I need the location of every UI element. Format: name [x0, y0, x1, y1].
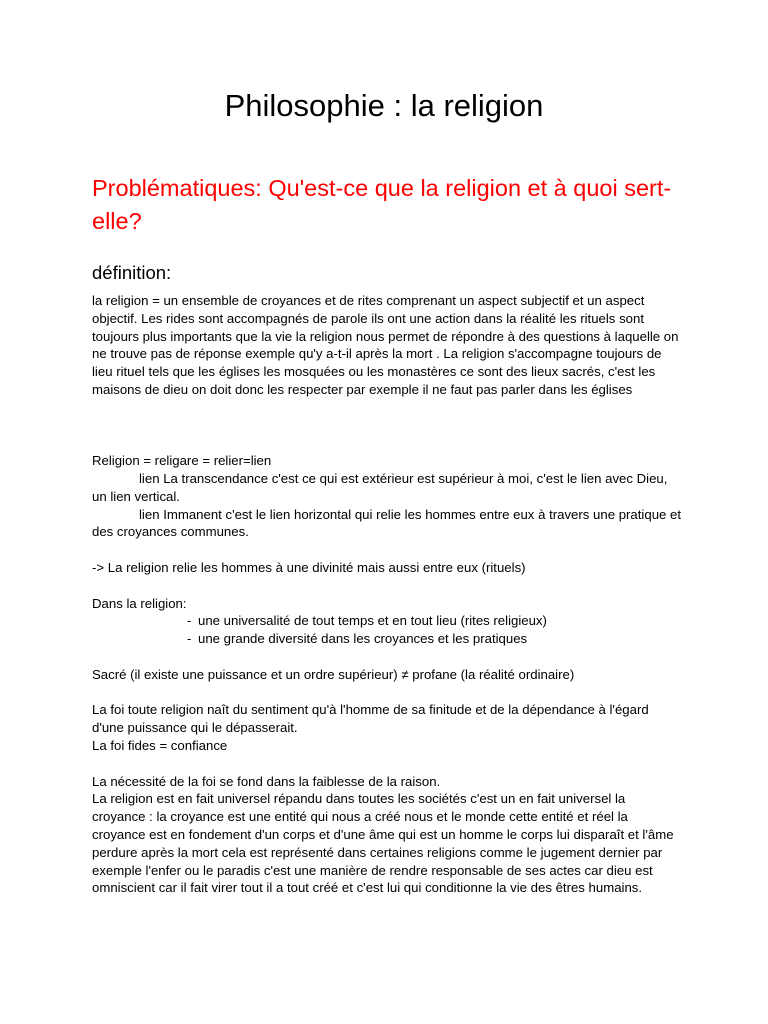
- spacer: [92, 417, 682, 435]
- definition-paragraph: la religion = un ensemble de croyances et de rites comprenant un aspect subjectif et un aspect objectif. Les rides sont accompagnés de parole ils ont une action dans la réalité les rituels sont toujours plus importants que la vie la religion nous permet de répondre à des questions à laquelle on ne trouve pas de réponse exemple qu'y a-t-il après la mort . La religion s'accompagne toujours de lieu rituel tels que les églises les mosquées ou les monastères ce sont des lieux sacrés, c'est les maisons de dieu on doit donc les respecter par exemple il ne faut pas parler dans les églises: [92, 293, 679, 397]
- lien-vertical-paragraph: [92, 470, 682, 506]
- lien-horizontal-paragraph: [92, 506, 682, 542]
- document-title: Philosophie : la religion: [224, 88, 544, 123]
- foi-paragraph: La foi toute religion naît du sentiment qu'à l'homme de sa finitude et de la dépendance à l'égard d'une puissance qui le dépasserait.: [92, 702, 649, 736]
- spacer: [92, 399, 682, 417]
- foi-fides-line: La foi fides = confiance: [92, 737, 228, 753]
- document-body: [92, 292, 682, 897]
- dans-religion-line: Dans la religion:: [92, 595, 187, 611]
- spacer: [92, 648, 682, 666]
- spacer: [92, 577, 682, 595]
- universel-paragraph: La religion est en fait universel répandu dans toutes les sociétés c'est un en fait universel la croyance : la croyance est une entité qui nous a créé nous et le monde cette entité et réel la croyance est en fondement d'un corps et d'une âme qui est un homme le corps lui disparaît et l'âme perdure après la mort cela est représenté dans certaines religions comme le jugement dernier par exemple l'enfer ou le paradis c'est une manière de rendre responsable de ses actes car dieu est omniscient car il fait virer tout il a tout créé et c'est lui qui conditionne la vie des êtres humains.: [92, 791, 674, 896]
- bullet-item: [92, 630, 682, 648]
- arrow-line: -> La religion relie les hommes à une divinité mais aussi entre eux (rituels): [92, 559, 526, 575]
- spacer: [92, 434, 682, 452]
- bullet-marker: -: [187, 631, 192, 647]
- spacer: [92, 541, 682, 559]
- bullet-text: une grande diversité dans les croyances et les pratiques: [198, 631, 528, 647]
- bullet-text: une universalité de tout temps et en tout lieu (rites religieux): [198, 613, 547, 629]
- spacer: [92, 684, 682, 702]
- necessite-line: La nécessité de la foi se fond dans la faiblesse de la raison.: [92, 773, 441, 789]
- lien-vertical-text: lien La transcendance c'est ce qui est extérieur est supérieur à moi, c'est le lien avec Dieu, un lien vertical.: [92, 470, 668, 504]
- spacer: [92, 755, 682, 773]
- sacre-line: Sacré (il existe une puissance et un ordre supérieur) ≠ profane (la réalité ordinaire): [92, 666, 575, 682]
- lien-horizontal-text: lien Immanent c'est le lien horizontal qui relie les hommes entre eux à travers une pratique et des croyances communes.: [92, 506, 682, 540]
- definition-heading: définition:: [92, 262, 172, 283]
- bullet-marker: -: [187, 613, 192, 629]
- religare-line: Religion = religare = relier=lien: [92, 453, 272, 469]
- bullet-item: [92, 612, 682, 630]
- problematique-heading: Problématiques: Qu'est-ce que la religion et à quoi sert-elle?: [92, 175, 672, 234]
